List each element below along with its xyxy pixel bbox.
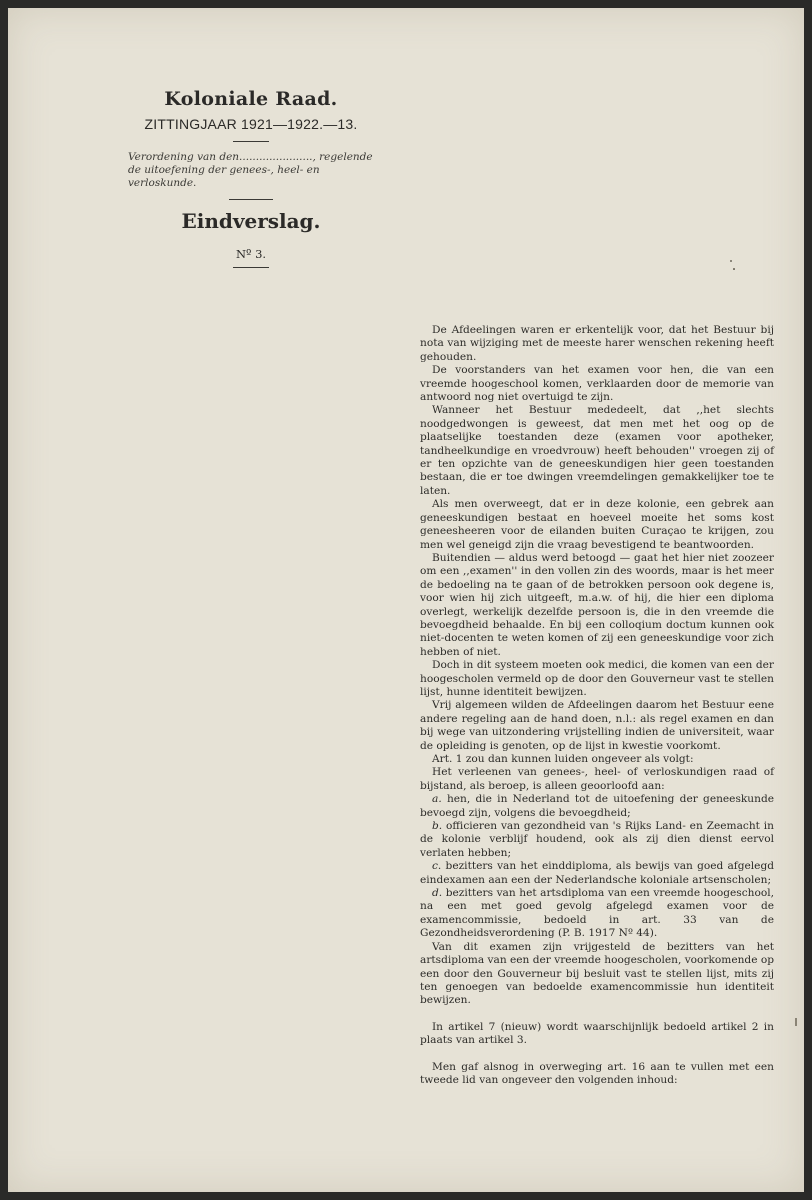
list-item [420,820,774,860]
paragraph: Buitendien — aldus werd betoogd — gaat het hier niet zoozeer om een ,,examen'' in den vollen zin des woords, maar is het meer de bedoeling na te gaan of de betrokken persoon ook degene is, voor wien hij zich uitgeeft, m.a.w. of hij, die hier een diploma overlegt, werkelijk dezelfde persoon is, die in den vreemde die bevoegdheid behaalde. En bij een colloqium doctum kunnen ook niet-docenten te weten komen of zij een geneeskundige voor zich hebben of niet. [420,551,774,658]
list-marker: d. [432,887,443,900]
paragraph: Vrij algemeen wilden de Afdeelingen daarom het Bestuur eene andere regeling aan de hand doen, n.l.: als regel examen en dan bij wege van uitzondering vrijstelling indien de universiteit, waar de opleiding is genoten, op de lijst in kwestie voorkomt. [420,699,774,752]
list-text: officieren van gezondheid van 's Rijks Land- en Zeemacht in de kolonie verblijf houdend, ook als zij dien dienst eervol verlaten hebben; [420,820,774,859]
divider [233,267,269,268]
ordinance-subject: Verordening van den......................, regelende de uitoefening der genees-, heel- en verloskunde. [128,151,373,189]
list-marker: a. [432,793,442,806]
paper-speck [733,268,735,270]
paragraph: De voorstanders van het examen voor hen, die van een vreemde hoogeschool komen, verklaarden door de memorie van antwoord nog niet overtuigd te zijn. [420,364,774,404]
report-title: Eindverslag. [181,209,321,233]
list-marker: c. [432,860,442,873]
paragraph: De Afdeelingen waren er erkentelijk voor, dat het Bestuur bij nota van wijziging met de meeste harer wenschen rekening heeft gehouden. [420,324,774,363]
session-year: ZITTINGJAAR 1921—1922.—13. [144,116,358,132]
paper-speck [730,260,732,262]
list-item [420,860,774,887]
list-text: bezitters van het einddiploma, als bewijs van goed afgelegd eindexamen aan een der Nederlandsche koloniale artsenscholen; [420,860,775,886]
report-body [420,324,774,1087]
divider [229,199,273,200]
list-item [420,793,774,820]
paragraph: Men gaf alsnog in overweging art. 16 aan te vullen met een tweede lid van ongeveer den volgenden inhoud: [420,1060,774,1086]
divider [233,141,269,142]
document-number: Nº 3. [235,247,267,261]
paragraph: Art. 1 zou dan kunnen luiden ongeveer als volgt: [432,753,694,765]
paragraph: Het verleenen van genees-, heel- of verloskundigen raad of bijstand, als beroep, is alleen geoorloofd aan: [420,766,774,792]
council-title: Koloniale Raad. [164,88,338,110]
list-item [420,887,774,941]
paragraph: Als men overweegt, dat er in deze kolonie, een gebrek aan geneeskundigen bestaat en hoeveel moeite het soms kost geneesheeren voor de eilanden buiten Curaçao te krijgen, zou men wel geneigd zijn die vraag bevestigend te beantwoorden. [420,498,774,551]
list-text: bezitters van het artsdiploma van een vreemde hoogeschool, na een met goed gevolg afgelegd examen voor de examencommissie, bedoeld in art. 33 van de Gezondheidsverordening (P. B. 1917 Nº 44). [420,887,774,940]
paragraph: Van dit examen zijn vrijgesteld de bezitters van het artsdiploma van een der vreemde hoogescholen, voorkomende op een door den Gouverneur bij besluit vast te stellen lijst, mits zij ten genoegen van bedoelde examencommissie hun identiteit bewijzen. [420,940,775,1007]
paper-mark [795,1018,797,1026]
document-page [8,8,804,1192]
list-marker: b. [432,820,443,833]
list-text: hen, die in Nederland tot de uitoefening der geneeskunde bevoegd zijn, volgens die bevoegdheid; [420,793,775,819]
paragraph: In artikel 7 (nieuw) wordt waarschijnlijk bedoeld artikel 2 in plaats van artikel 3. [420,1020,774,1047]
paragraph: Wanneer het Bestuur mededeelt, dat ,,het slechts noodgedwongen is geweest, dat men met het oog op de plaatselijke toestanden deze (examen voor apotheker, tandheelkundige en vroedvrouw) heeft behouden'' vroegen zij of er ten opzichte van de geneeskundigen hier geen toestanden bestaan, die er toe dwingen vreemdelingen gemakkelijker toe te laten. [420,404,774,497]
document-header [116,88,386,268]
paragraph: Doch in dit systeem moeten ook medici, die komen van een der hoogescholen vermeld op de door den Gouverneur vast te stellen lijst, hunne identiteit bewijzen. [420,659,774,698]
